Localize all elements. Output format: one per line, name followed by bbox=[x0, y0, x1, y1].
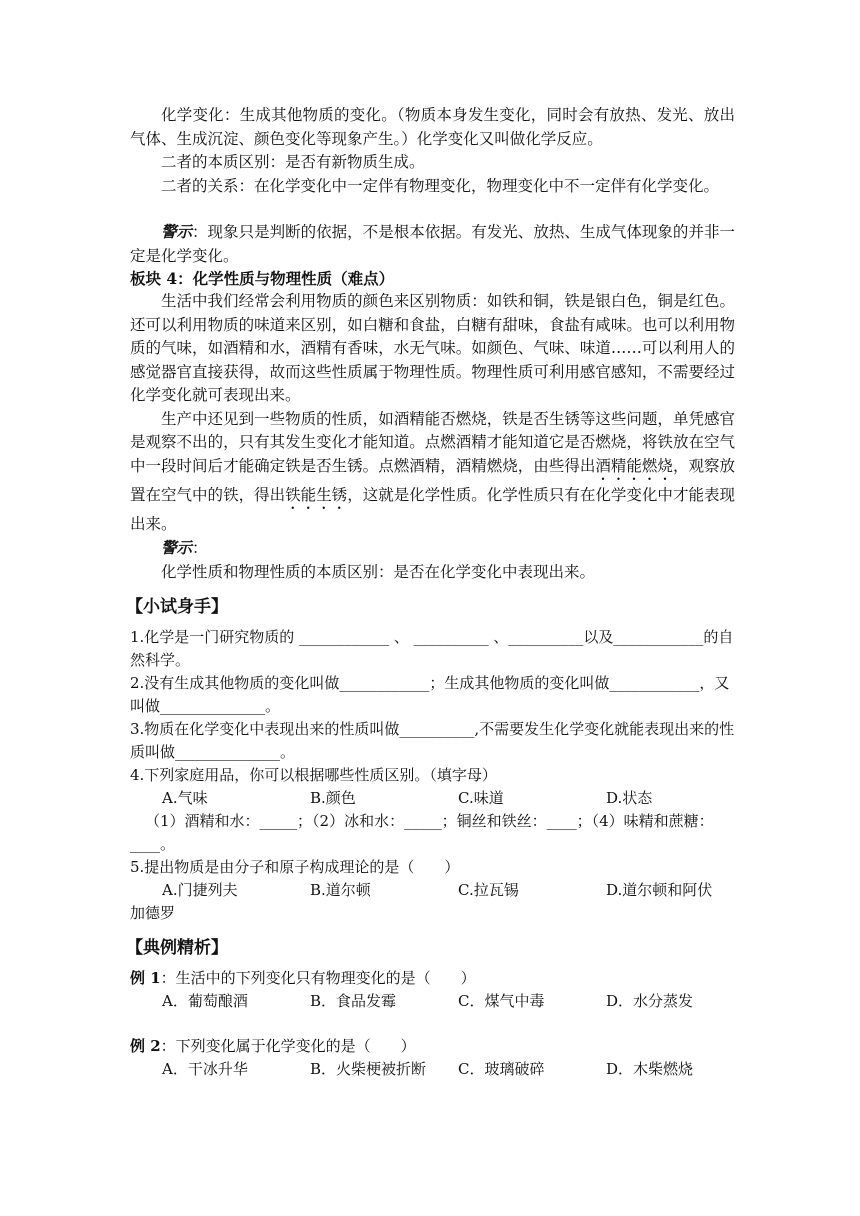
example-1-options bbox=[130, 990, 735, 1013]
example-text: ：生活中的下列变化只有物理变化的是（ ） bbox=[160, 969, 476, 987]
option: C.味道 bbox=[458, 789, 504, 807]
document-page bbox=[126, 104, 735, 1081]
option: A.气味 bbox=[162, 789, 208, 807]
question-2: 2.没有生成其他物质的变化叫做____________；生成其他物质的变化叫做____________，又叫做______________。 bbox=[130, 674, 730, 715]
option: A．葡萄酿酒 bbox=[162, 992, 248, 1010]
example-label: 例 1 bbox=[130, 969, 161, 987]
question-4-options bbox=[130, 787, 735, 810]
question-4: 4.下列家庭用品，你可以根据哪些性质区别。（填字母） bbox=[130, 766, 497, 784]
practice-section-title: 【小试身手】 bbox=[126, 597, 228, 617]
option: B.道尔顿 bbox=[310, 881, 371, 899]
question-5: 5.提出物质是由分子和原子构成理论的是（ ） bbox=[130, 858, 460, 876]
chemical-change-definition: 化学变化：生成其他物质的变化。（物质本身发生变化，同时会有放热、发光、放出气体、生成沉淀、颜色变化等现象产生。）化学变化又叫做化学反应。 bbox=[130, 106, 735, 148]
question-1: 1.化学是一门研究物质的 ____________ 、 __________ 、__________以及____________的自然科学。 bbox=[130, 628, 734, 669]
properties-difference: 化学性质和物理性质的本质区别：是否在化学变化中表现出来。 bbox=[161, 562, 596, 581]
warning-text: ：现象只是判断的依据，不是根本依据。有发光、放热、生成气体现象的并非一定是化学变化。 bbox=[130, 223, 735, 265]
emphasized-text: 铁能生锈 bbox=[285, 485, 348, 504]
question-5-options bbox=[130, 879, 735, 902]
block4-heading: 板块 4：化学性质与物理性质（难点） bbox=[130, 269, 395, 288]
question-5-option-continued: 加德罗 bbox=[130, 904, 176, 922]
option: B．火柴梗被折断 bbox=[310, 1060, 427, 1078]
example-2-options bbox=[130, 1058, 735, 1081]
warning-note-2 bbox=[130, 536, 735, 561]
example-1 bbox=[130, 967, 735, 990]
option: D.道尔顿和阿伏 bbox=[606, 881, 713, 899]
option: B．食品发霉 bbox=[310, 992, 397, 1010]
option: D.状态 bbox=[606, 789, 653, 807]
option: A.门捷列夫 bbox=[162, 881, 238, 899]
example-text: ：下列变化属于化学变化的是（ ） bbox=[160, 1037, 416, 1055]
example-label: 例 2 bbox=[130, 1037, 161, 1055]
examples-section-title: 【典例精析】 bbox=[126, 938, 228, 958]
option: D．木柴燃烧 bbox=[606, 1060, 694, 1078]
warning-note-1 bbox=[130, 220, 735, 268]
text-segment: 生产中还见到一些物质的性质，如酒精能否燃烧，铁是否生锈等这些问题，单凭感官是观察不出的，只有其发生变化才能知道。点燃酒精才能知道它是否燃烧，将铁放在空气中一段时间后才能确定铁是否生锈。点燃酒精，酒精燃烧，由些得出 bbox=[130, 409, 735, 475]
text-segment: ，观察放置在空气中的铁，得出 bbox=[130, 456, 735, 504]
option: C.拉瓦锡 bbox=[458, 881, 519, 899]
relationship-text: 二者的关系：在化学变化中一定伴有物理变化，物理变化中不一定伴有化学变化。 bbox=[161, 176, 720, 195]
spacer bbox=[130, 198, 735, 220]
chemical-properties-paragraph bbox=[130, 408, 735, 537]
text-segment: ，这就是化学性质。化学性质只有在化学变化中才能表现出来。 bbox=[130, 485, 735, 533]
warning-label: 警示 bbox=[161, 538, 193, 557]
question-3: 3.物质在化学变化中表现出来的性质叫做__________,不需要发生化学变化就能表现出来的性质叫做______________。 bbox=[130, 720, 735, 761]
emphasized-text: 酒精能燃烧 bbox=[595, 456, 673, 475]
example-2 bbox=[130, 1035, 735, 1058]
spacer bbox=[130, 1013, 735, 1035]
question-4-subitems: （1）酒精和水：_____；（2）冰和水：_____；铜丝和铁丝：____；（4）味精和蔗糖：____。 bbox=[130, 812, 714, 853]
option: D．水分蒸发 bbox=[606, 992, 694, 1010]
option: B.颜色 bbox=[310, 789, 356, 807]
option: C．玻璃破碎 bbox=[458, 1060, 545, 1078]
essential-difference: 二者的本质区别：是否有新物质生成。 bbox=[161, 153, 425, 171]
warning-colon: ： bbox=[192, 539, 208, 557]
physical-properties-paragraph: 生活中我们经常会利用物质的颜色来区别物质：如铁和铜，铁是银白色，铜是红色。还可以利用物质的味道来区别，如白糖和食盐，白糖有甜味，食盐有咸味。也可以利用物质的气味，如酒精和水，酒精有香味，水无气味。如颜色、气味、味道……可以利用人的感觉器官直接获得，故而这些性质属于物理性质。物理性质可利用感官感知，不需要经过化学变化就可表现出来。 bbox=[130, 292, 735, 404]
option: C．煤气中毒 bbox=[458, 992, 545, 1010]
warning-label: 警示 bbox=[161, 222, 193, 241]
option: A．干冰升华 bbox=[162, 1060, 248, 1078]
